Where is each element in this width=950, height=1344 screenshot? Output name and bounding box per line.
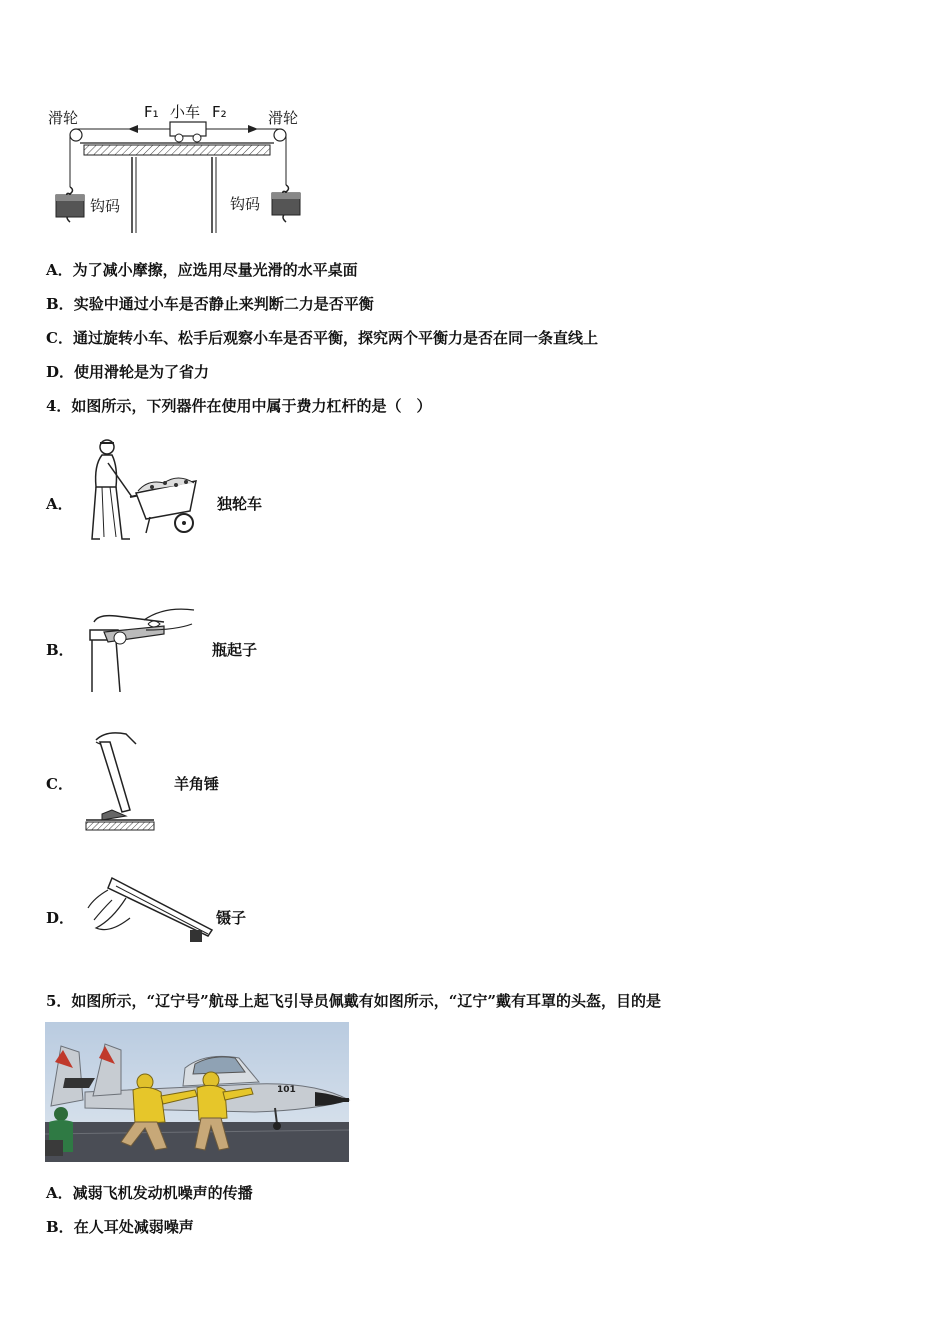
- q5-option-a: [46, 1183, 253, 1203]
- option-text: 为了减小摩擦，应选用尽量光滑的水平桌面: [72, 261, 358, 279]
- option-text: 实验中通过小车是否静止来判断二力是否平衡: [73, 295, 374, 313]
- q4-option-d-caption: 镊子: [216, 909, 247, 927]
- wheelbarrow-illustration: [80, 435, 210, 550]
- pulley-label-left: 滑轮: [48, 109, 79, 127]
- q3-option-c: [46, 328, 598, 348]
- claw-hammer-illustration: [82, 726, 162, 836]
- q4-option-a-letter: A．: [46, 495, 73, 513]
- option-letter: A．: [46, 1184, 73, 1202]
- q5-stem: 5．如图所示，“辽宁号”航母上起飞引导员佩戴有如图所示，“辽宁”戴有耳罩的头盔，目的是: [46, 992, 661, 1010]
- option-letter: B．: [46, 1218, 74, 1236]
- option-text: 减弱飞机发动机噪声的传播: [72, 1184, 253, 1202]
- q4-option-b-letter: B．: [46, 641, 74, 659]
- q3-option-d: [46, 362, 209, 382]
- cart-label: 小车: [170, 103, 201, 121]
- force2-label: F₂: [212, 103, 227, 121]
- pulley-label-right: 滑轮: [268, 109, 299, 127]
- q4-option-d-letter: D．: [46, 909, 75, 927]
- q5-option-b: [46, 1217, 194, 1237]
- bottle-opener-illustration: [84, 596, 204, 696]
- tweezers-illustration: [86, 870, 216, 950]
- q4-option-c-letter: C．: [46, 775, 73, 793]
- q4-option-b-caption: 瓶起子: [212, 641, 258, 659]
- option-letter: B．: [46, 295, 74, 313]
- q3-option-a: [46, 260, 358, 280]
- q3-option-b: [46, 294, 374, 314]
- carrier-deck-photo: [45, 1022, 349, 1162]
- option-letter: A．: [46, 261, 73, 279]
- weight-label-right: 钩码: [230, 195, 261, 213]
- jet-number-label: 101: [277, 1085, 296, 1095]
- q4-stem: 4．如图所示，下列器件在使用中属于费力杠杆的是（ ）: [46, 397, 432, 415]
- q4-option-a-caption: 独轮车: [217, 495, 263, 513]
- option-text: 使用滑轮是为了省力: [74, 363, 210, 381]
- option-letter: D．: [46, 363, 75, 381]
- force1-label: F₁: [144, 103, 159, 121]
- pulley-cart-figure: [40, 95, 320, 240]
- q4-option-c-caption: 羊角锤: [174, 775, 220, 793]
- option-text: 在人耳处减弱噪声: [73, 1218, 194, 1236]
- weight-label-left: 钩码: [90, 197, 121, 215]
- option-letter: C．: [46, 329, 73, 347]
- option-text: 通过旋转小车、松手后观察小车是否平衡，探究两个平衡力是否在同一条直线上: [72, 329, 598, 347]
